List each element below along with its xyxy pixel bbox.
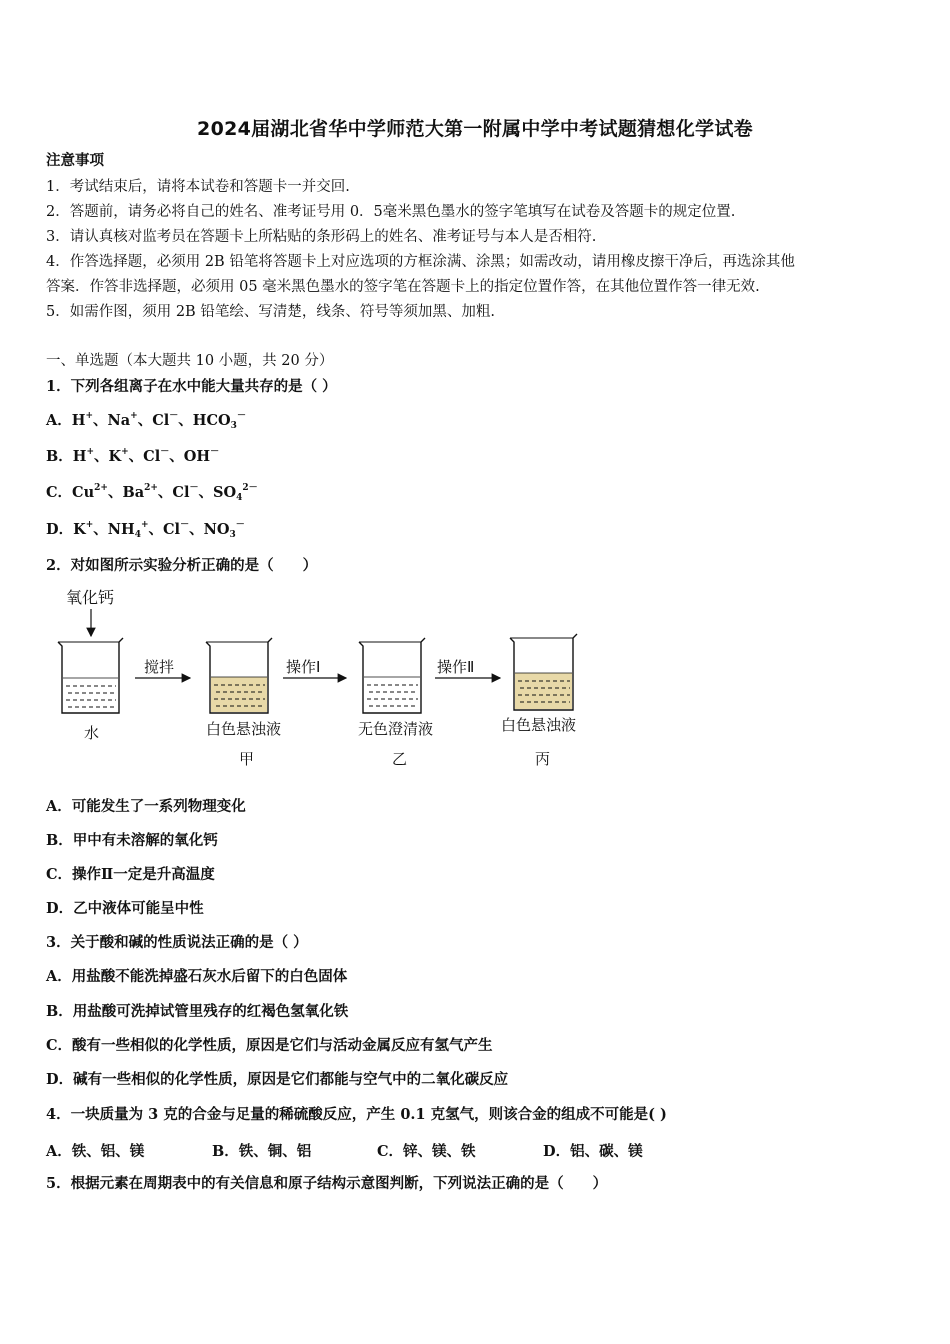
beaker-label-a: 白色悬浊液 — [206, 720, 282, 738]
q4-option-c[interactable]: C．锌、镁、铁 — [377, 1143, 476, 1160]
q2-option-b[interactable]: B．甲中有未溶解的氧化钙 — [46, 832, 218, 849]
q2-option-c[interactable]: C．操作Ⅱ一定是升高温度 — [46, 866, 215, 883]
q4-option-a[interactable]: A．铁、铝、镁 — [46, 1143, 145, 1160]
q2-option-d[interactable]: D．乙中液体可能呈中性 — [46, 900, 204, 917]
q3-option-d[interactable]: D．碱有一些相似的化学性质，原因是它们都能与空气中的二氧化碳反应 — [46, 1071, 509, 1088]
q4-option-b[interactable]: B．铁、铜、铝 — [212, 1143, 312, 1160]
ion: 、$Ba^{2+}$ — [107, 483, 158, 501]
ion: K+ — [73, 520, 94, 538]
q1-option-b[interactable]: B．H+、K+、Cl－、OH－ — [46, 447, 220, 465]
suspension-fill — [211, 677, 267, 712]
ion: 、Cl－ — [157, 483, 199, 501]
ion: 、K+ — [94, 447, 129, 465]
question-1-stem: 1．下列各组离子在水中能大量共存的是（ ） — [46, 378, 337, 395]
beaker-sublabel-c: 丙 — [535, 750, 551, 768]
page-title: 2024届湖北省华中学师范大第一附属中学中考试题猜想化学试卷 — [197, 118, 753, 140]
ion: 、$SO_4^{2-}$ — [198, 483, 258, 503]
ion: 、Cl－ — [148, 520, 190, 538]
section-heading: 一、单选题（本大题共 10 小题，共 20 分） — [46, 353, 334, 369]
arrow-label-op2: 操作Ⅱ — [437, 658, 475, 676]
ion: 、Cl－ — [128, 447, 170, 465]
notice-item: 答案．作答非选择题，必须用 05 毫米黑色墨水的签字笔在答题卡上的指定位置作答，在其他位置作答一律无效. — [46, 279, 760, 295]
beaker-label-c: 白色悬浊液 — [501, 716, 577, 734]
question-3-stem: 3．关于酸和碱的性质说法正确的是（ ） — [46, 934, 308, 951]
beaker-c — [510, 634, 577, 710]
ion: 、OH－ — [169, 447, 220, 465]
beaker-label-b: 无色澄清液 — [358, 720, 434, 738]
ion: 、Na+ — [93, 411, 138, 429]
q3-option-a[interactable]: A．用盐酸不能洗掉盛石灰水后留下的白色固体 — [46, 968, 348, 985]
notice-item: 1．考试结束后，请将本试卷和答题卡一并交回. — [46, 179, 350, 195]
arrow-label-stir: 搅拌 — [144, 658, 175, 676]
q1-option-d[interactable]: D．K+、$NH_4^+$、Cl－、$NO_3^-$ — [46, 520, 245, 540]
beaker-b — [359, 638, 425, 713]
q1-option-c[interactable]: C．$Cu^{2+}$、$Ba^{2+}$、Cl－、$SO_4^{2-}$ — [46, 483, 258, 503]
notice-item: 3．请认真核对监考员在答题卡上所粘贴的条形码上的姓名、准考证号与本人是否相符. — [46, 229, 597, 245]
q2-option-a[interactable]: A．可能发生了一系列物理变化 — [46, 798, 246, 815]
beaker-sublabel-a: 甲 — [239, 750, 255, 768]
ion: $Cu^{2+}$ — [72, 483, 108, 501]
question-4-stem: 4．一块质量为 3 克的合金与足量的稀硫酸反应，产生 0.1 克氢气，则该合金的组成不可能是( ) — [46, 1106, 667, 1123]
ion: 、$NH_4^+$ — [93, 520, 149, 540]
ion: 、Cl－ — [137, 411, 179, 429]
beaker-label-water: 水 — [84, 724, 100, 742]
question-5-stem: 5．根据元素在周期表中的有关信息和原子结构示意图判断，下列说法正确的是（ ） — [46, 1175, 608, 1192]
q1-option-a[interactable]: A．H+、Na+、Cl－、$HCO_3^-$ — [46, 411, 246, 431]
question-2-stem: 2．对如图所示实验分析正确的是（ ） — [46, 557, 318, 574]
beaker-a — [206, 638, 272, 713]
notice-item: 5．如需作图，须用 2B 铅笔绘、写清楚，线条、符号等须加黑、加粗. — [46, 304, 495, 320]
suspension-fill — [515, 673, 572, 709]
beaker-sublabel-b: 乙 — [392, 750, 408, 768]
arrow-label-op1: 操作Ⅰ — [286, 658, 321, 676]
q4-option-d[interactable]: D．铝、碳、镁 — [543, 1143, 643, 1160]
notice-item: 4．作答选择题，必须用 2B 铅笔将答题卡上对应选项的方框涂满、涂黑；如需改动，请用橡皮擦干净后，再选涂其他 — [46, 254, 795, 270]
ion: 、$HCO_3^-$ — [178, 411, 246, 431]
ion: H+ — [71, 411, 94, 429]
notice-item: 2．答题前，请务必将自己的姓名、准考证号用 0．5毫米黑色墨水的签字笔填写在试卷及答题卡的规定位置. — [46, 204, 736, 220]
ion: H+ — [72, 447, 95, 465]
reagent-label: 氧化钙 — [66, 588, 115, 607]
beaker-water — [58, 638, 123, 713]
q3-option-b[interactable]: B．用盐酸可洗掉试管里残存的红褐色氢氧化铁 — [46, 1003, 349, 1020]
q3-option-c[interactable]: C．酸有一些相似的化学性质，原因是它们与活动金属反应有氢气产生 — [46, 1037, 493, 1054]
experiment-figure — [40, 580, 620, 775]
notice-heading: 注意事项 — [46, 152, 104, 169]
ion: 、$NO_3^-$ — [189, 520, 245, 540]
